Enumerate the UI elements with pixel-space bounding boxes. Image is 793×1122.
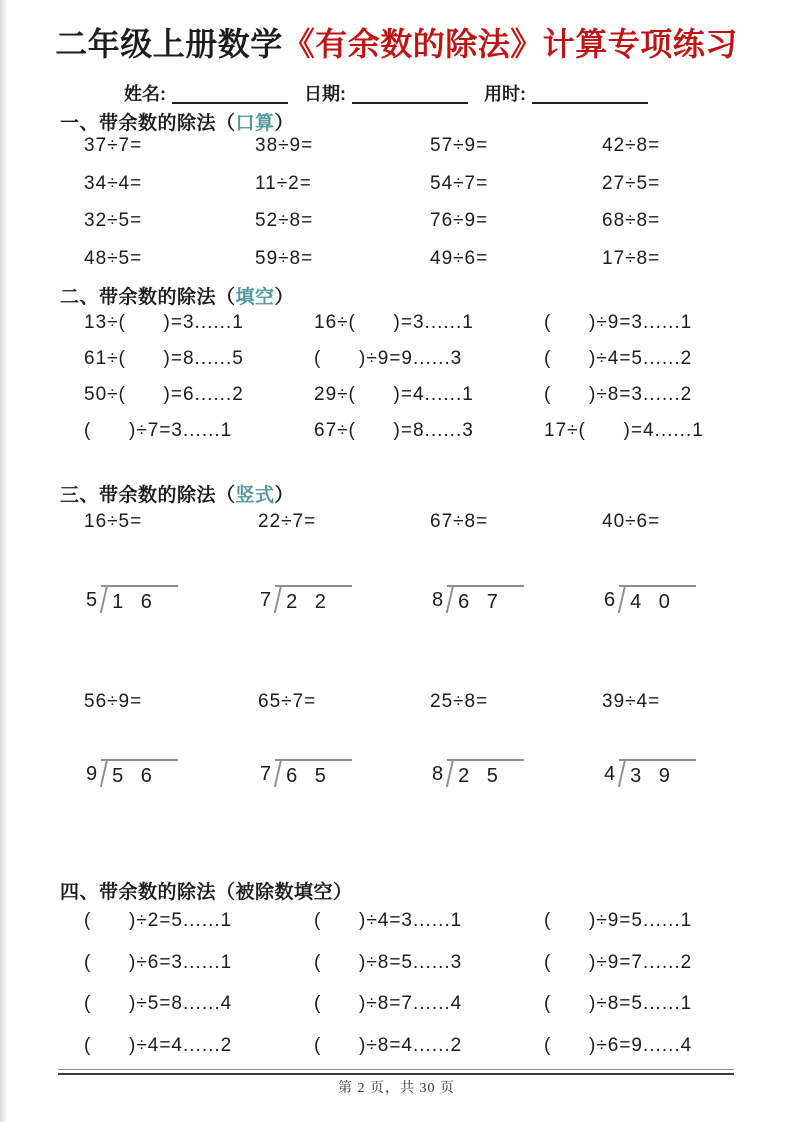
problem: 61÷( )=8......5 <box>84 348 244 369</box>
page-title <box>0 22 793 66</box>
section1-heading-tag: 口算 <box>235 113 275 134</box>
problem: 48÷5= <box>84 247 143 269</box>
long-division <box>432 758 604 787</box>
name-blank-line <box>172 84 288 104</box>
problem: 49÷6= <box>430 247 489 269</box>
problem: 34÷4= <box>84 172 143 194</box>
problem: ( )÷4=5......2 <box>544 348 693 369</box>
title-red-tail-part: 计算专项练习 <box>542 26 738 62</box>
problem: 25÷8= <box>430 691 489 712</box>
time-blank-line <box>532 84 648 104</box>
long-division <box>86 584 260 613</box>
problem: 67÷( )=8......3 <box>314 420 474 441</box>
long-division-divisor: 5 <box>86 589 98 611</box>
title-red-bracket-part: 《有余数的除法》 <box>282 26 543 62</box>
section3-heading-text: 三、带余数的除法（ <box>60 485 236 506</box>
long-division <box>260 584 432 613</box>
problem: ( )÷2=5......1 <box>84 910 233 931</box>
problem: ( )÷9=3......1 <box>544 312 693 333</box>
title-black-part: 二年级上册数学 <box>55 26 283 62</box>
long-division <box>604 758 696 787</box>
problem: 22÷7= <box>258 511 317 532</box>
student-info-row <box>124 82 733 106</box>
section4-heading <box>60 882 353 904</box>
problem: ( )÷9=9......3 <box>314 348 463 369</box>
long-division-divisor: 4 <box>604 763 616 785</box>
page-edge-shadow <box>0 0 7 1122</box>
long-division <box>86 758 260 787</box>
problem: 32÷5= <box>84 210 143 231</box>
problem: ( )÷6=9......4 <box>544 1034 693 1056</box>
problem: 52÷8= <box>255 210 314 231</box>
problem: 40÷6= <box>602 511 661 532</box>
problem: 11÷2= <box>255 172 312 194</box>
long-division <box>260 758 432 787</box>
long-division-divisor: 6 <box>604 589 616 611</box>
problem: ( )÷6=3......1 <box>84 951 233 973</box>
section3-heading-tag: 竖式 <box>235 485 275 506</box>
section4-heading-text: 四、带余数的除法（被除数填空） <box>60 882 353 903</box>
long-division-divisor: 8 <box>432 763 444 785</box>
problem: 17÷8= <box>602 247 661 269</box>
problem: 17÷( )=4......1 <box>544 420 704 441</box>
problem: ( )÷8=3......2 <box>544 384 693 405</box>
section2-heading-close: ） <box>274 287 295 308</box>
problem: 13÷( )=3......1 <box>84 312 244 333</box>
long-division-dividend: 2 2 <box>271 584 352 613</box>
long-division-dividend: 6 7 <box>443 584 524 613</box>
problem: 37÷7= <box>84 135 143 156</box>
section3-expressions-row2 <box>84 692 660 712</box>
long-division-dividend: 6 5 <box>271 758 352 787</box>
problem: ( )÷8=4......2 <box>314 1034 463 1056</box>
long-division-dividend: 2 5 <box>443 758 524 787</box>
problem: 39÷4= <box>602 691 661 712</box>
problem: 42÷8= <box>602 135 661 156</box>
problem: ( )÷8=5......1 <box>544 993 693 1014</box>
section1-heading-close: ） <box>274 113 295 134</box>
problem: 50÷( )=6......2 <box>84 384 244 405</box>
problem: ( )÷4=3......1 <box>314 910 463 931</box>
section2-heading-tag: 填空 <box>235 287 275 308</box>
problem: 16÷5= <box>84 511 143 532</box>
section3-expressions-row1 <box>84 512 660 532</box>
long-division-dividend: 4 0 <box>615 584 696 613</box>
long-division-divisor: 7 <box>260 763 272 785</box>
problem: 76÷9= <box>430 210 489 231</box>
long-division-divisor: 9 <box>86 763 98 785</box>
section2-heading <box>60 287 294 309</box>
section2-problem-grid <box>84 313 704 457</box>
problem: 16÷( )=3......1 <box>314 312 474 333</box>
footer-divider-line <box>58 1069 734 1075</box>
problem: 68÷8= <box>602 210 661 231</box>
problem: ( )÷9=5......1 <box>544 910 693 931</box>
problem: ( )÷4=4......2 <box>84 1034 233 1056</box>
problem: 54÷7= <box>430 172 489 194</box>
long-division-dividend: 5 6 <box>97 758 178 787</box>
problem: 56÷9= <box>84 691 143 712</box>
long-division-divisor: 7 <box>260 589 272 611</box>
problem: ( )÷8=5......3 <box>314 951 463 973</box>
problem: 27÷5= <box>602 172 661 194</box>
problem: 67÷8= <box>430 511 489 532</box>
section1-heading-text: 一、带余数的除法（ <box>60 113 236 134</box>
section1-heading <box>60 113 294 135</box>
name-label: 姓名: <box>124 84 166 104</box>
section3-longdivision-row1 <box>86 584 696 613</box>
time-label: 用时: <box>484 84 526 104</box>
long-division-dividend: 3 9 <box>615 758 696 787</box>
section1-problem-grid <box>84 136 660 286</box>
section3-heading <box>60 485 294 507</box>
problem: 57÷9= <box>430 135 489 156</box>
section3-longdivision-row2 <box>86 758 696 787</box>
problem: 59÷8= <box>255 247 314 269</box>
problem: ( )÷5=8......4 <box>84 993 233 1014</box>
long-division <box>604 584 696 613</box>
date-blank-line <box>352 84 468 104</box>
problem: ( )÷7=3......1 <box>84 420 233 441</box>
problem: ( )÷8=7......4 <box>314 993 463 1014</box>
long-division-divisor: 8 <box>432 589 444 611</box>
problem: ( )÷9=7......2 <box>544 951 693 973</box>
long-division <box>432 584 604 613</box>
problem: 29÷( )=4......1 <box>314 384 474 405</box>
page-number: 第 2 页，共 30 页 <box>338 1081 455 1096</box>
problem: 65÷7= <box>258 691 317 712</box>
section2-heading-text: 二、带余数的除法（ <box>60 287 236 308</box>
problem: 38÷9= <box>255 135 314 156</box>
section4-problem-grid <box>84 911 692 1077</box>
long-division-dividend: 1 6 <box>97 584 178 613</box>
date-label: 日期: <box>304 84 346 104</box>
section3-heading-close: ） <box>274 485 295 506</box>
